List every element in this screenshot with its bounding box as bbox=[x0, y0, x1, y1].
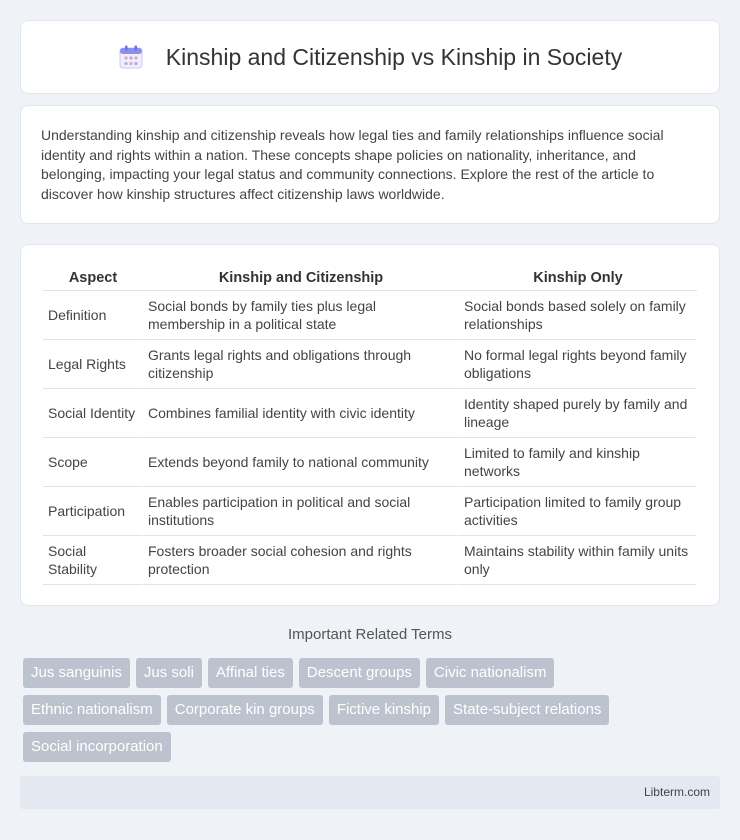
table-row bbox=[43, 291, 697, 340]
table-cell: Participation bbox=[43, 487, 143, 536]
table-row bbox=[43, 536, 697, 585]
title-card bbox=[20, 20, 720, 94]
comparison-table-card bbox=[20, 244, 720, 606]
intro-text: Understanding kinship and citizenship reveals how legal ties and family relationships influence social identity and rights within a nation. These concepts shape policies on nationality, inheritance, and belonging, impacting your legal status and community connections. Explore the rest of the article to discover how kinship structures affect citizenship laws worldwide. bbox=[41, 127, 664, 202]
related-term-tag[interactable]: State-subject relations bbox=[445, 695, 609, 725]
header-kinship-citizenship: Kinship and Citizenship bbox=[143, 265, 459, 291]
table-cell: Social bonds based solely on family relationships bbox=[459, 291, 697, 340]
related-term-tag[interactable]: Ethnic nationalism bbox=[23, 695, 161, 725]
table-cell: Social Stability bbox=[43, 536, 143, 585]
table-cell: Combines familial identity with civic identity bbox=[143, 389, 459, 438]
related-term-tag[interactable]: Corporate kin groups bbox=[167, 695, 323, 725]
header-kinship-only: Kinship Only bbox=[459, 265, 697, 291]
related-term-tag[interactable]: Fictive kinship bbox=[329, 695, 439, 725]
header-aspect: Aspect bbox=[43, 265, 143, 291]
table-cell: No formal legal rights beyond family obligations bbox=[459, 340, 697, 389]
table-row bbox=[43, 438, 697, 487]
table-row bbox=[43, 487, 697, 536]
table-cell: Participation limited to family group activities bbox=[459, 487, 697, 536]
comparison-table bbox=[43, 265, 697, 585]
table-cell: Maintains stability within family units only bbox=[459, 536, 697, 585]
related-term-tag[interactable]: Jus sanguinis bbox=[23, 658, 130, 688]
table-cell: Extends beyond family to national community bbox=[143, 438, 459, 487]
footer bbox=[20, 776, 720, 809]
related-term-tag[interactable]: Affinal ties bbox=[208, 658, 293, 688]
related-term-tag[interactable]: Descent groups bbox=[299, 658, 420, 688]
table-cell: Social bonds by family ties plus legal membership in a political state bbox=[143, 291, 459, 340]
table-cell: Enables participation in political and social institutions bbox=[143, 487, 459, 536]
page-title: Kinship and Citizenship vs Kinship in Society bbox=[165, 43, 623, 70]
table-cell: Fosters broader social cohesion and rights protection bbox=[143, 536, 459, 585]
table-cell: Grants legal rights and obligations through citizenship bbox=[143, 340, 459, 389]
calendar-icon bbox=[118, 44, 144, 70]
table-header-row bbox=[43, 265, 697, 291]
table-cell: Scope bbox=[43, 438, 143, 487]
related-terms-heading: Important Related Terms bbox=[288, 626, 452, 643]
table-row bbox=[43, 340, 697, 389]
intro-card bbox=[20, 105, 720, 224]
table-cell: Limited to family and kinship networks bbox=[459, 438, 697, 487]
table-cell: Legal Rights bbox=[43, 340, 143, 389]
related-term-tag[interactable]: Jus soli bbox=[136, 658, 202, 688]
related-terms-tags bbox=[23, 658, 703, 769]
related-term-tag[interactable]: Civic nationalism bbox=[426, 658, 555, 688]
table-row bbox=[43, 389, 697, 438]
footer-brand[interactable]: Libterm.com bbox=[643, 785, 710, 799]
table-cell: Social Identity bbox=[43, 389, 143, 438]
table-cell: Identity shaped purely by family and lineage bbox=[459, 389, 697, 438]
related-term-tag[interactable]: Social incorporation bbox=[23, 732, 171, 762]
table-cell: Definition bbox=[43, 291, 143, 340]
